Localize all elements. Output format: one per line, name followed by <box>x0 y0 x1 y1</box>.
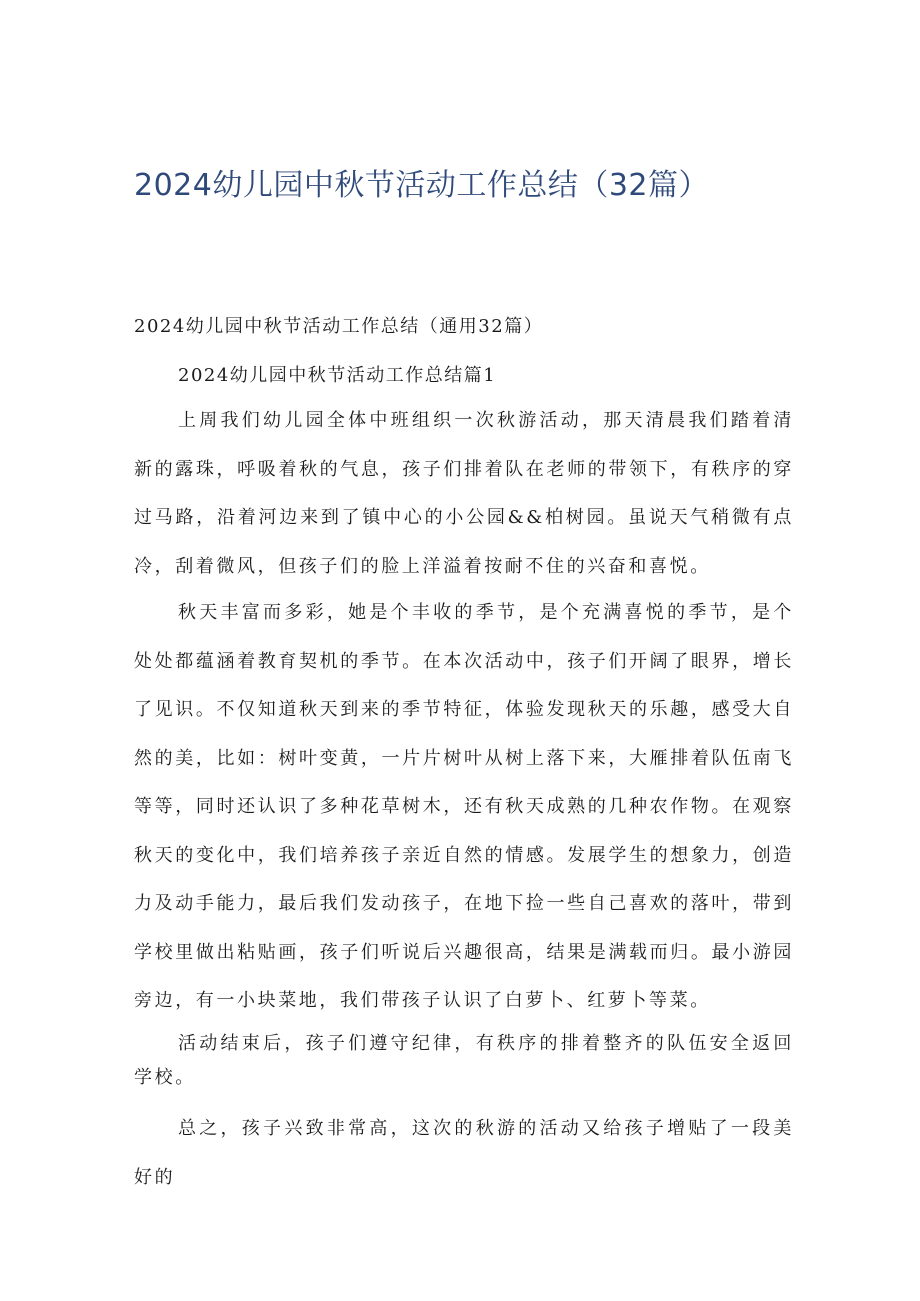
paragraph: 上周我们幼儿园全体中班组织一次秋游活动，那天清晨我们踏着清新的露珠，呼吸着秋的气息，孩子们排着队在老师的带领下，有秩序的穿过马路，沿着河边来到了镇中心的小公园&&柏树园。虽说天气稍微有点冷，刮着微风，但孩子们的脸上洋溢着按耐不住的兴奋和喜悦。 <box>134 410 794 577</box>
paragraph: 活动结束后，孩子们遵守纪律，有秩序的排着整齐的队伍安全返回学校。 <box>134 1033 794 1088</box>
document-subtitle: 2024幼儿园中秋节活动工作总结（通用32篇） <box>134 316 544 337</box>
paragraph: 总之，孩子兴致非常高，这次的秋游的活动又给孩子增贴了一段美好的 <box>134 1118 794 1188</box>
document-title: 2024幼儿园中秋节活动工作总结（32篇） <box>134 168 710 203</box>
paragraph: 秋天丰富而多彩，她是个丰收的季节，是个充满喜悦的季节，是个处处都蕴涵着教育契机的季节。在本次活动中，孩子们开阔了眼界，增长了见识。不仅知道秋天到来的季节特征，体验发现秋天的乐趣，感受大自然的美，比如：树叶变黄，一片片树叶从树上落下来，大雁排着队伍南飞等等，同时还认识了多种花草树木，还有秋天成熟的几种农作物。在观察秋天的变化中，我们培养孩子亲近自然的情感。发展学生的想象力，创造力及动手能力，最后我们发动孩子，在地下捡一些自己喜欢的落叶，带到学校里做出粘贴画，孩子们听说后兴趣很高，结果是满载而归。最小游园旁边，有一小块菜地，我们带孩子认识了白萝卜、红萝卜等菜。 <box>134 602 794 1011</box>
section-heading: 2024幼儿园中秋节活动工作总结篇1 <box>178 365 497 386</box>
